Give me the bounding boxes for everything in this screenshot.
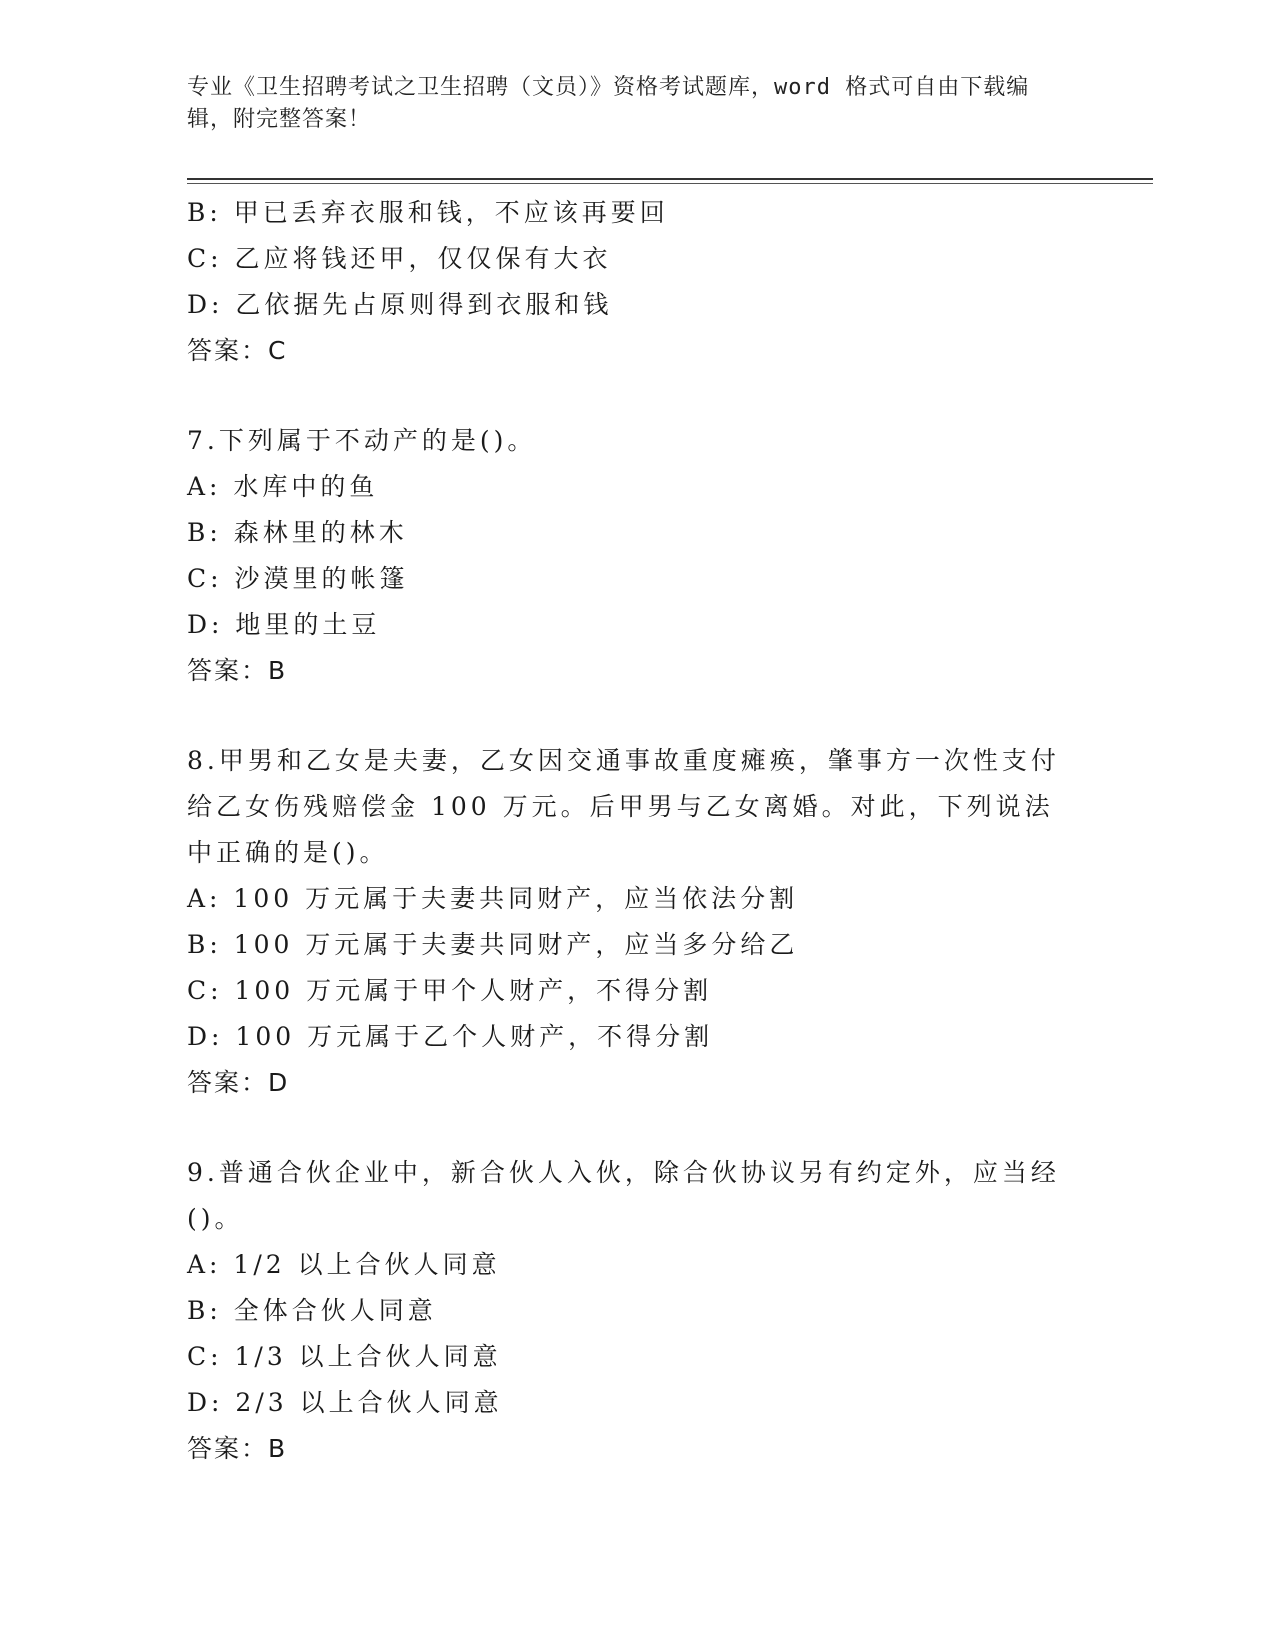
option-a: A: 1/2 以上合伙人同意 <box>187 1250 501 1279</box>
header-divider-thin <box>187 183 1153 184</box>
option-a: A: 水库中的鱼 <box>187 472 379 501</box>
question-block-9 <box>187 1150 1067 1472</box>
option-c: C: 沙漠里的帐篷 <box>187 564 409 593</box>
question-block-8 <box>187 738 1067 1106</box>
option-b: B: 100 万元属于夫妻共同财产，应当多分给乙 <box>187 930 799 959</box>
document-header: 专业《卫生招聘考试之卫生招聘（文员）》资格考试题库，word 格式可自由下载编辑，附完整答案！ <box>187 75 1030 132</box>
spacer <box>187 694 1067 738</box>
answer-label: 答案：C <box>187 336 288 365</box>
spacer <box>187 374 1067 418</box>
option-b: B: 森林里的林木 <box>187 518 408 547</box>
option-d: D: 100 万元属于乙个人财产，不得分割 <box>187 1022 714 1051</box>
option-c: C: 乙应将钱还甲，仅仅保有大衣 <box>187 244 612 273</box>
prev-question-block <box>187 190 1067 374</box>
option-c: C: 100 万元属于甲个人财产，不得分割 <box>187 976 713 1005</box>
question-text: 7.下列属于不动产的是()。 <box>187 426 537 455</box>
option-a: A: 100 万元属于夫妻共同财产，应当依法分割 <box>187 884 799 913</box>
option-b: B: 全体合伙人同意 <box>187 1296 437 1325</box>
option-d: D: 地里的土豆 <box>187 610 381 639</box>
answer-label: 答案：B <box>187 1434 288 1463</box>
option-d: D: 2/3 以上合伙人同意 <box>187 1388 503 1417</box>
answer-label: 答案：B <box>187 656 288 685</box>
option-c: C: 1/3 以上合伙人同意 <box>187 1342 502 1371</box>
question-text: 9.普通合伙企业中，新合伙人入伙，除合伙协议另有约定外，应当经()。 <box>187 1158 1060 1233</box>
option-b: B: 甲已丢弃衣服和钱，不应该再要回 <box>187 198 669 227</box>
spacer <box>187 1106 1067 1150</box>
question-content <box>187 190 1067 1472</box>
answer-label: 答案：D <box>187 1068 290 1097</box>
question-block-7 <box>187 418 1067 694</box>
option-d: D: 乙依据先占原则得到衣服和钱 <box>187 290 613 319</box>
question-text: 8.甲男和乙女是夫妻，乙女因交通事故重度瘫痪，肇事方一次性支付给乙女伤残赔偿金 100 万元。后甲男与乙女离婚。对此，下列说法中正确的是()。 <box>187 746 1060 867</box>
header-divider-thick <box>187 178 1153 180</box>
